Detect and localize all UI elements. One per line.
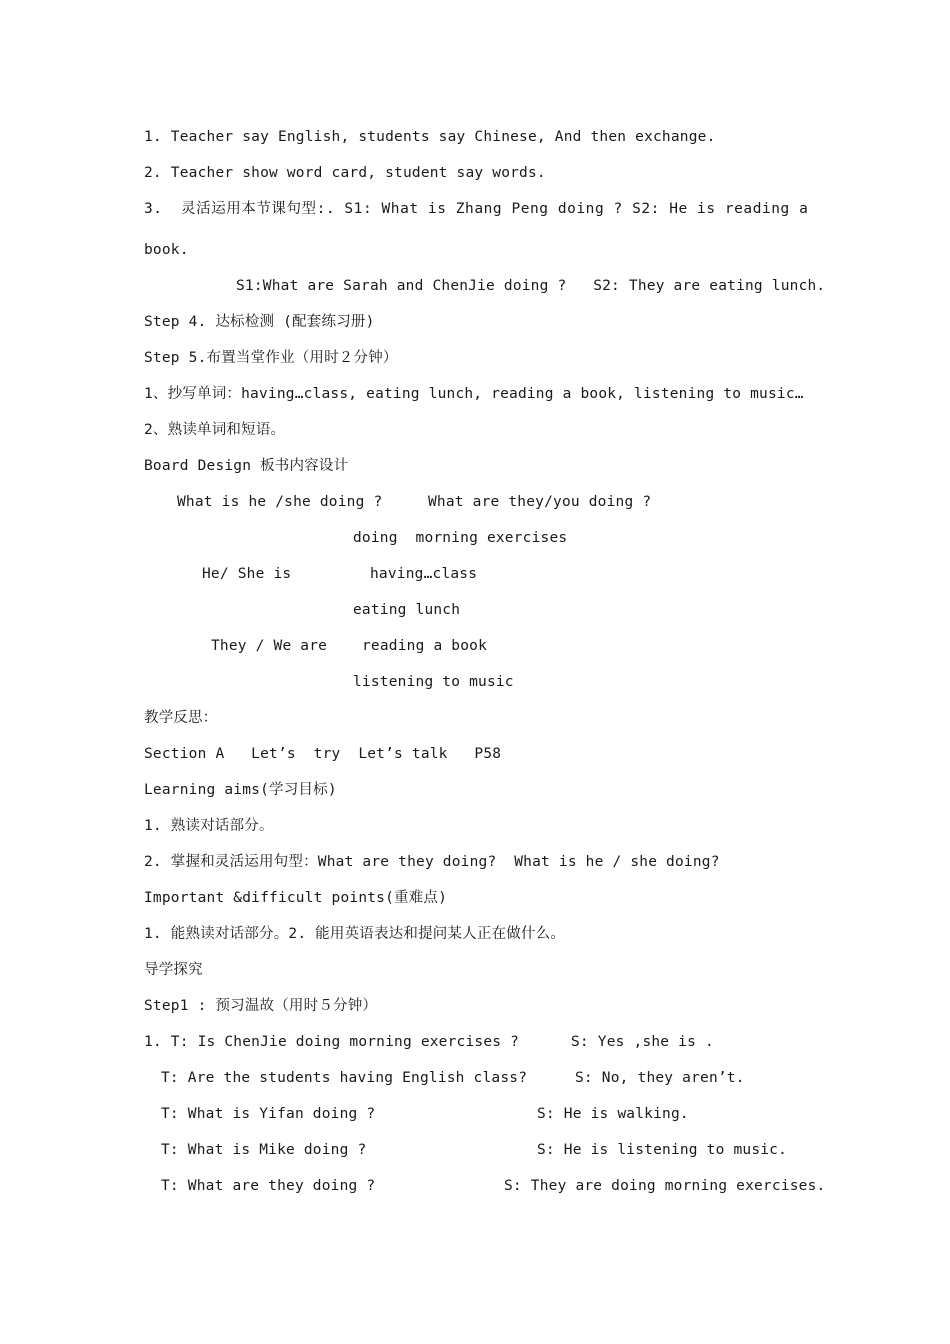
dialogue-student-4: S: He is listening to music. — [537, 1142, 788, 1158]
homework-item-2: 2、熟读单词和短语。 — [144, 422, 286, 438]
dialogue-teacher-3: T: What is Yifan doing ? — [161, 1106, 376, 1122]
homework-item-1: 1、抄写单词：having…class, eating lunch, reading a book, listening to music… — [144, 386, 804, 402]
board-phrase-reading-book: reading a book — [362, 638, 488, 654]
board-question-he-she: What is he /she doing ? — [177, 494, 383, 510]
step3-item-1: 1. Teacher say English, students say Chinese, And then exchange. — [144, 129, 716, 145]
step5-heading: Step 5.布置当堂作业（用时２分钟） — [144, 350, 398, 366]
dialogue-student-5: S: They are doing morning exercises. — [504, 1178, 826, 1194]
board-phrase-listening-music: listening to music — [353, 674, 514, 690]
key-points-text: 1. 能熟读对话部分。2. 能用英语表达和提问某人正在做什么。 — [144, 926, 566, 942]
board-subject-they-we: They / We are — [211, 638, 328, 654]
learning-aim-2: 2. 掌握和灵活运用句型：What are they doing? What is he / she doing? — [144, 854, 720, 870]
dialogue-teacher-1: 1. T: Is ChenJie doing morning exercises ? — [144, 1034, 520, 1050]
teaching-reflection-heading: 教学反思： — [144, 710, 218, 726]
step3-example-dialogue: S1:What are Sarah and ChenJie doing ? S2: They are eating lunch. — [236, 278, 826, 294]
board-question-they-you: What are they/you doing ? — [428, 494, 652, 510]
step3-item-2: 2. Teacher show word card, student say words. — [144, 165, 546, 181]
learning-aim-1: 1. 熟读对话部分。 — [144, 818, 274, 834]
step4-heading: Step 4. 达标检测 (配套练习册) — [144, 314, 375, 330]
dialogue-teacher-4: T: What is Mike doing ? — [161, 1142, 367, 1158]
key-points-heading: Important &difficult points(重难点) — [144, 890, 448, 906]
section-heading: Section A Let’s try Let’s talk P58 — [144, 746, 502, 762]
board-design-heading: Board Design 板书内容设计 — [144, 458, 349, 474]
dialogue-student-2: S: No, they aren’t. — [575, 1070, 745, 1086]
step1-heading: Step1 : 预习温故（用时５分钟） — [144, 998, 378, 1014]
step3-item-3-continued: book. — [144, 242, 189, 258]
dialogue-student-3: S: He is walking. — [537, 1106, 689, 1122]
dialogue-teacher-2: T: Are the students having English class? — [161, 1070, 528, 1086]
board-subject-he-she: He/ She is — [202, 566, 292, 582]
guided-inquiry-heading: 导学探究 — [144, 962, 203, 978]
board-phrase-having-class: having…class — [370, 566, 478, 582]
dialogue-student-1: S: Yes ,she is . — [571, 1034, 714, 1050]
dialogue-teacher-5: T: What are they doing ? — [161, 1178, 376, 1194]
board-phrase-eating-lunch: eating lunch — [353, 602, 461, 618]
step3-item-3: 3. 灵活运用本节课句型:. S1: What is Zhang Peng doing ? S2: He is reading a — [144, 201, 809, 217]
board-phrase-morning-exercises: doing morning exercises — [353, 530, 568, 546]
learning-aims-heading: Learning aims(学习目标) — [144, 782, 337, 798]
